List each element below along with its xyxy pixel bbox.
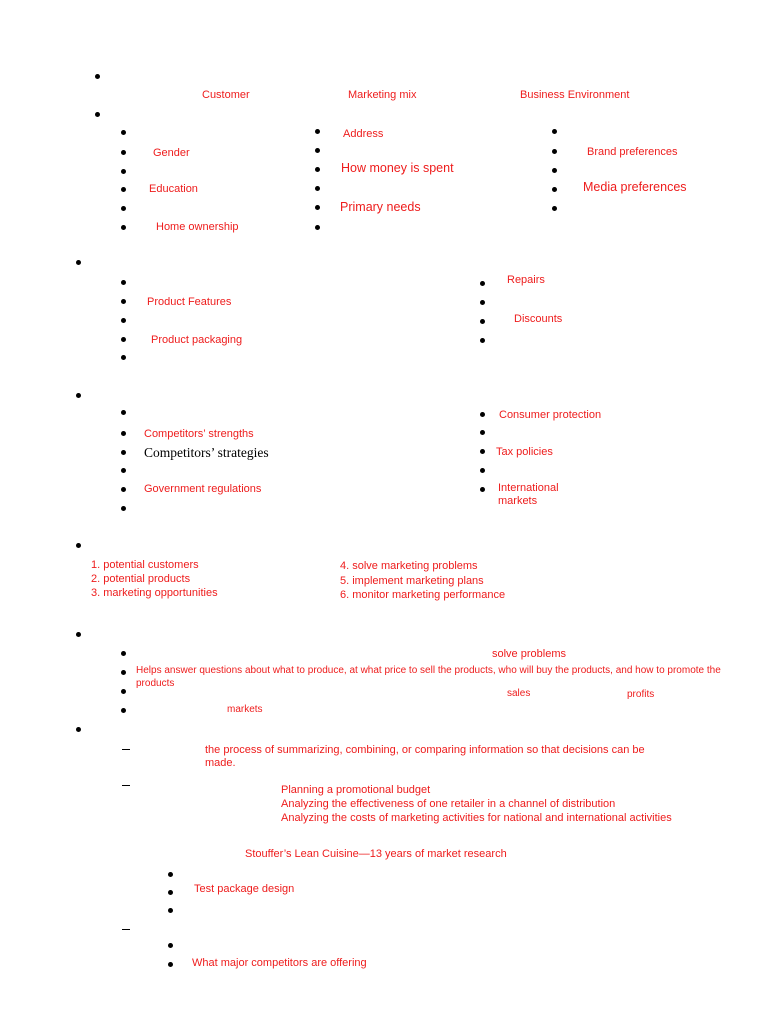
customer-item-education: Education bbox=[149, 183, 198, 195]
product-features: Product Features bbox=[147, 296, 232, 308]
test-package-design: Test package design bbox=[194, 883, 295, 895]
bullet bbox=[121, 468, 126, 473]
solve-problems: solve problems bbox=[492, 648, 566, 660]
consumer-protection: Consumer protection bbox=[499, 409, 602, 421]
bullet bbox=[121, 318, 126, 323]
bullet bbox=[121, 169, 126, 174]
bullet bbox=[480, 412, 485, 417]
profits: profits bbox=[627, 689, 655, 700]
bullet bbox=[121, 130, 126, 135]
product-packaging: Product packaging bbox=[151, 334, 243, 346]
bullet bbox=[480, 281, 485, 286]
example-marketing-costs: Analyzing the costs of marketing activities for national and international activities bbox=[281, 812, 672, 824]
list-solve-marketing-problems: 4. solve marketing problems bbox=[340, 560, 478, 572]
bullet bbox=[121, 506, 126, 511]
customer-item-home-ownership: Home ownership bbox=[156, 221, 239, 233]
bullet bbox=[552, 168, 557, 173]
government-regulations: Government regulations bbox=[144, 483, 262, 495]
international-markets: International markets bbox=[498, 482, 559, 507]
bullet bbox=[552, 206, 557, 211]
bullet bbox=[121, 708, 126, 713]
list-implement-marketing-plans: 5. implement marketing plans bbox=[340, 575, 484, 587]
bullet bbox=[480, 449, 485, 454]
bullet bbox=[552, 149, 557, 154]
competitors-strategies: Competitors’ strategies bbox=[144, 445, 269, 460]
heading-customer: Customer bbox=[202, 89, 250, 101]
bullet bbox=[121, 280, 126, 285]
tax-policies: Tax policies bbox=[496, 446, 553, 458]
bullet bbox=[121, 225, 126, 230]
bullet bbox=[121, 689, 126, 694]
dash bbox=[122, 785, 130, 786]
list-monitor-marketing-performance: 6. monitor marketing performance bbox=[340, 589, 506, 601]
list-marketing-opportunities: 3. marketing opportunities bbox=[91, 587, 218, 599]
bullet bbox=[315, 225, 320, 230]
bullet bbox=[76, 632, 81, 637]
competitors-offering: What major competitors are offering bbox=[192, 957, 367, 969]
customer-item-gender: Gender bbox=[153, 147, 190, 159]
list-potential-products: 2. potential products bbox=[91, 573, 191, 585]
bullet bbox=[315, 167, 320, 172]
sales: sales bbox=[507, 688, 531, 699]
competitors-strengths: Competitors’ strengths bbox=[144, 428, 254, 440]
markets: markets bbox=[227, 704, 263, 715]
bullet bbox=[168, 890, 173, 895]
bullet bbox=[315, 148, 320, 153]
bullet bbox=[480, 468, 485, 473]
example-promotional-budget: Planning a promotional budget bbox=[281, 784, 431, 796]
bullet bbox=[121, 299, 126, 304]
mix-item-address: Address bbox=[343, 128, 384, 140]
bullet bbox=[121, 337, 126, 342]
mix-item-primary-needs: Primary needs bbox=[340, 200, 421, 214]
bullet bbox=[76, 543, 81, 548]
heading-business-environment: Business Environment bbox=[520, 89, 630, 101]
bullet bbox=[121, 410, 126, 415]
bullet bbox=[121, 150, 126, 155]
bullet bbox=[480, 430, 485, 435]
discounts: Discounts bbox=[514, 313, 563, 325]
env-item-brand-preferences: Brand preferences bbox=[587, 146, 678, 158]
example-retailer-effectiveness: Analyzing the effectiveness of one retailer in a channel of distribution bbox=[281, 798, 616, 810]
bullet bbox=[121, 651, 126, 656]
bullet bbox=[121, 206, 126, 211]
bullet bbox=[168, 908, 173, 913]
bullet bbox=[552, 129, 557, 134]
env-item-media-preferences: Media preferences bbox=[583, 180, 687, 194]
bullet bbox=[552, 187, 557, 192]
helps-answer-text: Helps answer questions about what to produce, at what price to sell the products, who will buy the products, and how to promote the products bbox=[136, 665, 721, 689]
bullet bbox=[480, 487, 485, 492]
bullet bbox=[315, 205, 320, 210]
bullet bbox=[95, 74, 100, 79]
bullet bbox=[168, 943, 173, 948]
bullet bbox=[121, 450, 126, 455]
bullet bbox=[315, 186, 320, 191]
bullet bbox=[76, 727, 81, 732]
bullet bbox=[95, 112, 100, 117]
dash bbox=[122, 929, 130, 930]
bullet bbox=[121, 670, 126, 675]
repairs: Repairs bbox=[507, 274, 545, 286]
list-potential-customers: 1. potential customers bbox=[91, 559, 199, 571]
bullet bbox=[76, 393, 81, 398]
heading-marketing-mix: Marketing mix bbox=[348, 89, 417, 101]
bullet bbox=[315, 129, 320, 134]
mix-item-how-money-spent: How money is spent bbox=[341, 161, 454, 175]
bullet bbox=[480, 319, 485, 324]
bullet bbox=[121, 187, 126, 192]
bullet bbox=[121, 487, 126, 492]
bullet bbox=[480, 338, 485, 343]
bullet bbox=[168, 962, 173, 967]
case-title: Stouffer’s Lean Cuisine—13 years of market research bbox=[245, 848, 507, 860]
definition-text: the process of summarizing, combining, or comparing information so that decisions can be made. bbox=[205, 744, 645, 769]
bullet bbox=[480, 300, 485, 305]
dash bbox=[122, 749, 130, 750]
bullet bbox=[168, 872, 173, 877]
bullet bbox=[76, 260, 81, 265]
bullet bbox=[121, 355, 126, 360]
bullet bbox=[121, 431, 126, 436]
